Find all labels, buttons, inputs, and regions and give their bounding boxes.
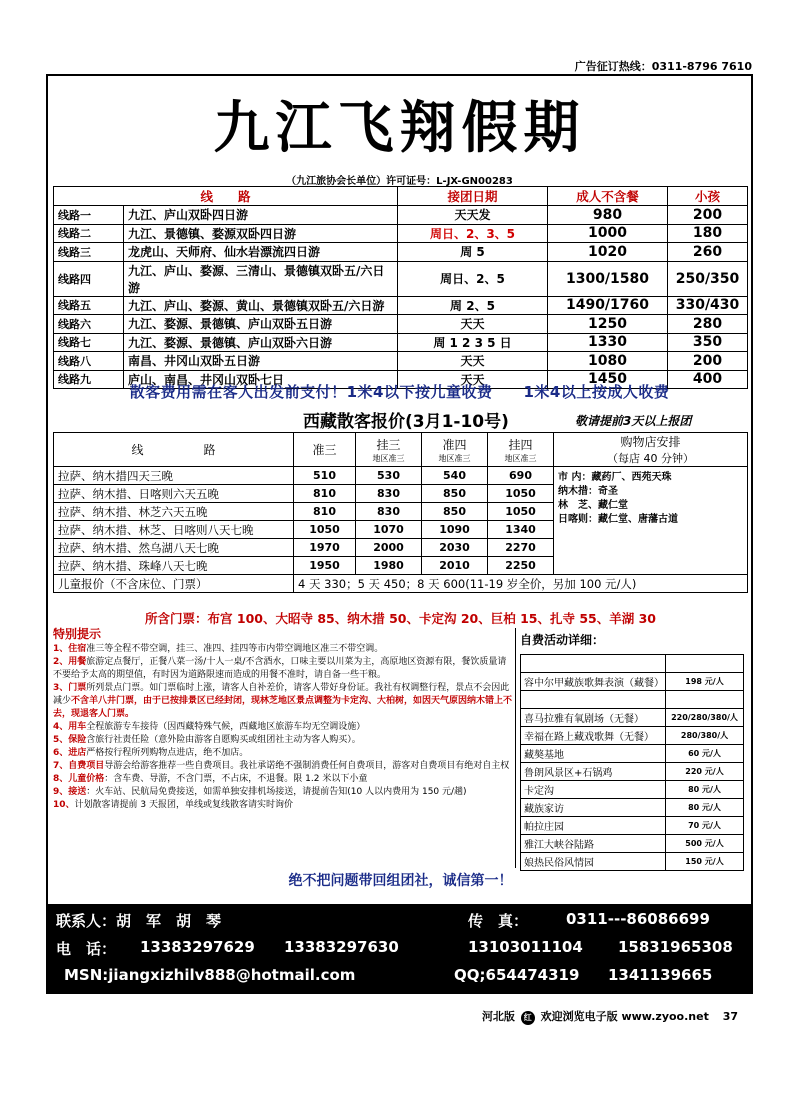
tip-item xyxy=(53,786,515,799)
phone-4: 15831965308 xyxy=(618,938,733,956)
table-row xyxy=(54,352,748,371)
activity-price: 70 元/人 xyxy=(666,817,744,835)
tip-number: 6、 xyxy=(53,748,69,758)
activity-price: 60 元/人 xyxy=(666,745,744,763)
route-label: 线路七 xyxy=(54,333,124,352)
tip-text: 严格按行程所列购物点进店，绝不加店。 xyxy=(86,748,249,758)
route-date: 天天 xyxy=(398,315,548,334)
phone-1: 13383297629 xyxy=(140,938,255,956)
footer-text: 欢迎浏览电子版 www.zyoo.net xyxy=(540,1010,709,1023)
tip-text: 含旅行社责任险（意外险由游客自愿购买或组团社主动为客人购买）。 xyxy=(86,735,361,745)
route-date: 周 2、5 xyxy=(398,296,548,315)
route-name: 九江、庐山双卧四日游 xyxy=(124,206,398,225)
tibet-price: 1340 xyxy=(488,521,554,539)
activity-price: 280/380/人 xyxy=(666,727,744,745)
shop-item: 日喀则：藏仁堂、唐藩古道 xyxy=(558,514,678,525)
page-number: 37 xyxy=(722,1010,738,1023)
phone-2: 13383297630 xyxy=(284,938,399,956)
activity-name: 喜马拉雅有氧剧场（无餐） xyxy=(521,709,666,727)
footer-badge-icon: 红 xyxy=(521,1011,535,1025)
qq-contact-2: 1341139665 xyxy=(608,966,713,984)
activity-name: 雅江大峡谷陆路 xyxy=(521,835,666,853)
msn-contact: MSN:jiangxizhilv888@hotmail.com xyxy=(64,966,356,984)
table-row xyxy=(54,333,748,352)
tibet-price: 830 xyxy=(356,503,422,521)
route-name: 九江、庐山、婺源、三清山、景德镇双卧五/六日游 xyxy=(124,261,398,296)
tibet-route: 拉萨、纳木措四天三晚 xyxy=(54,467,294,485)
tibet-price: 850 xyxy=(422,503,488,521)
tip-key: 门票 xyxy=(68,683,87,693)
table-row xyxy=(521,745,744,763)
slogan: 绝不把问题带回组团社，诚信第一！ xyxy=(288,873,513,889)
table-row xyxy=(54,243,748,262)
tip-number: 3、 xyxy=(53,683,69,693)
activity-name: 帕拉庄园 xyxy=(521,817,666,835)
table-row xyxy=(54,315,748,334)
route-date: 周 1 2 3 5 日 xyxy=(398,333,548,352)
activity-price: 198 元/人 xyxy=(666,673,744,691)
contact-block xyxy=(48,904,751,992)
activity-name: 幸福在路上藏戏歌舞（无餐） xyxy=(521,727,666,745)
route-date: 周 5 xyxy=(398,243,548,262)
tip-text: 全程旅游专车接待（因西藏特殊气候，西藏地区旅游车均无空调设施） xyxy=(86,722,366,732)
table-row xyxy=(54,224,748,243)
ad-hotline: 广告征订热线：0311-8796 7610 xyxy=(574,60,752,73)
tibet-route: 拉萨、纳木措、林芝、日喀则八天七晚 xyxy=(54,521,294,539)
tip-item xyxy=(53,656,515,682)
tip-text: 所列景点门票。如门票临时上涨，请客人自补差价，请客人带好身份证。我社有权调整行程，景点不会因此减少 xyxy=(53,683,510,706)
ad-frame xyxy=(46,74,753,994)
table-row xyxy=(521,691,744,709)
tip-number: 5、 xyxy=(53,735,69,745)
self-pay-heading: 自费活动详细： xyxy=(520,633,605,647)
activity-price: 500 元/人 xyxy=(666,835,744,853)
phone-3: 13103011104 xyxy=(468,938,583,956)
table-row xyxy=(54,261,748,296)
route-adult-price: 980 xyxy=(548,206,668,225)
activity-name xyxy=(521,655,666,673)
deposit-banner: 散客费用需在客人出发前支付！1米4以下按儿童收费 1米4以上按成人收费 xyxy=(129,383,670,401)
jiangxi-routes-table xyxy=(53,186,748,389)
route-child-price: 330/430 xyxy=(668,296,748,315)
tibet-route: 拉萨、纳木措、然乌湖八天七晚 xyxy=(54,539,294,557)
table-row xyxy=(54,296,748,315)
tip-item xyxy=(53,721,515,734)
included-tickets: 所含门票：布宫 100、大昭寺 85、纳木措 50、卡定沟 20、巨柏 15、扎寺 55、羊湖 30 xyxy=(145,611,656,626)
tibet-price: 810 xyxy=(294,485,356,503)
activity-name: 鲁朗风景区+石锅鸡 xyxy=(521,763,666,781)
routes-header-date: 接团日期 xyxy=(398,187,548,206)
tip-text: 计划散客请提前 3 天报团，单线或复线散客请实时询价 xyxy=(74,800,293,810)
route-adult-price: 1080 xyxy=(548,352,668,371)
table-row xyxy=(521,799,744,817)
fax-label: 传 真： xyxy=(468,912,529,930)
activity-price xyxy=(666,655,744,673)
route-date: 周日、2、3、5 xyxy=(398,224,548,243)
route-label: 线路六 xyxy=(54,315,124,334)
shop-item: 林 芝、藏仁堂 xyxy=(558,500,628,511)
route-child-price: 250/350 xyxy=(668,261,748,296)
tibet-price: 1050 xyxy=(294,521,356,539)
route-name: 南昌、井冈山双卧五日游 xyxy=(124,352,398,371)
phone-label: 电 话： xyxy=(56,940,117,958)
qq-contact: QQ;654474319 xyxy=(454,966,580,984)
activity-name: 娘热民俗风情园 xyxy=(521,853,666,871)
route-label: 线路二 xyxy=(54,224,124,243)
tip-key: 住宿 xyxy=(68,644,87,654)
route-name: 龙虎山、天师府、仙水岩漂流四日游 xyxy=(124,243,398,262)
activity-price: 80 元/人 xyxy=(666,799,744,817)
license-number: （九江旅协会长单位）许可证号：L-JX-GN00283 xyxy=(286,176,513,187)
tibet-header-route: 线 路 xyxy=(54,433,294,467)
contact-person: 联系人：胡 军 胡 琴 xyxy=(56,912,222,930)
tibet-header-col: 准三 xyxy=(294,433,356,467)
route-label: 线路五 xyxy=(54,296,124,315)
tip-number: 7、 xyxy=(53,761,69,771)
tip-number: 10、 xyxy=(53,800,75,810)
page-footer xyxy=(482,1008,738,1025)
activity-name: 卡定沟 xyxy=(521,781,666,799)
tip-key: 自费项目 xyxy=(68,761,105,771)
route-label: 线路八 xyxy=(54,352,124,371)
tip-text: 导游会给游客推荐一些自费项目。我社承诺绝不强制消费任何自费项目，游客对自费项目有绝对自主权 xyxy=(104,761,510,771)
route-name: 庐山、南昌、井冈山双卧七日 xyxy=(124,370,398,389)
special-tips xyxy=(53,628,515,868)
tip-key: 接送 xyxy=(68,787,87,797)
route-adult-price: 1000 xyxy=(548,224,668,243)
route-child-price: 280 xyxy=(668,315,748,334)
tibet-header-col: 准四 地区准三 xyxy=(422,433,488,467)
table-row xyxy=(521,763,744,781)
tibet-price: 850 xyxy=(422,485,488,503)
tibet-header-col: 挂四 地区准三 xyxy=(488,433,554,467)
tip-item xyxy=(53,643,515,656)
route-date: 天天 xyxy=(398,370,548,389)
route-adult-price: 1020 xyxy=(548,243,668,262)
tip-key: 用餐 xyxy=(68,657,87,667)
route-child-price: 400 xyxy=(668,370,748,389)
tips-heading: 特别提示 xyxy=(53,627,102,641)
table-row xyxy=(521,853,744,871)
tip-number: 1、 xyxy=(53,644,69,654)
table-row xyxy=(521,709,744,727)
table-row xyxy=(521,655,744,673)
tip-text: 旅游定点餐厅，正餐八菜一汤/十人一桌/不含酒水，口味主要以川菜为主，高原地区资源有限，餐饮质量请不要给予太高的期望值，有时因为道路限速而造成的用餐不准时，请自备一些干粮。 xyxy=(53,657,507,680)
routes-header-route: 线 路 xyxy=(54,187,398,206)
tip-key: 保险 xyxy=(68,735,87,745)
route-adult-price: 1330 xyxy=(548,333,668,352)
tibet-price: 1090 xyxy=(422,521,488,539)
activity-name xyxy=(521,691,666,709)
route-label: 线路一 xyxy=(54,206,124,225)
route-label: 线路四 xyxy=(54,261,124,296)
tibet-price: 2250 xyxy=(488,557,554,575)
tibet-price: 1950 xyxy=(294,557,356,575)
route-adult-price: 1490/1760 xyxy=(548,296,668,315)
tibet-price: 1980 xyxy=(356,557,422,575)
tibet-price: 510 xyxy=(294,467,356,485)
tip-number: 9、 xyxy=(53,787,69,797)
route-child-price: 350 xyxy=(668,333,748,352)
table-row xyxy=(521,817,744,835)
route-label: 线路三 xyxy=(54,243,124,262)
child-price-value: 4 天 330；5 天 450；8 天 600(11-19 岁全价，另加 100 元/人) xyxy=(294,575,748,593)
activity-name: 藏族家访 xyxy=(521,799,666,817)
tip-key: 儿童价格 xyxy=(68,774,105,784)
route-name: 九江、婺源、景德镇、庐山双卧五日游 xyxy=(124,315,398,334)
activity-price: 150 元/人 xyxy=(666,853,744,871)
tibet-route: 拉萨、纳木措、林芝六天五晚 xyxy=(54,503,294,521)
tibet-price-table xyxy=(53,432,748,593)
tibet-route: 拉萨、纳木措、日喀则六天五晚 xyxy=(54,485,294,503)
tip-item xyxy=(53,747,515,760)
routes-header-child: 小孩 xyxy=(668,187,748,206)
tip-highlight: 不含羊八井门票，由于已按排景区已经封闭，现林芝地区景点调整为卡定沟、大柏树，如因天气原因纳木错上不去，现退客人门票。 xyxy=(53,696,513,719)
tibet-price: 1050 xyxy=(488,503,554,521)
tip-item xyxy=(53,760,515,773)
tip-item xyxy=(53,799,515,812)
shop-item: 纳木措：奇圣 xyxy=(558,486,618,497)
table-row xyxy=(54,467,748,485)
route-adult-price: 1450 xyxy=(548,370,668,389)
routes-header-adult: 成人不含餐 xyxy=(548,187,668,206)
tip-text: ：火车站、民航局免费接送，如需单独安排机场接送，请提前告知(10 人以内费用为 150 元/趟) xyxy=(86,787,467,797)
tibet-price: 2030 xyxy=(422,539,488,557)
self-pay-activities xyxy=(515,628,748,868)
tip-item xyxy=(53,682,515,721)
route-name: 九江、庐山、婺源、黄山、景德镇双卧五/六日游 xyxy=(124,296,398,315)
table-row xyxy=(521,727,744,745)
tip-text: ：含车费、导游，不含门票，不占床，不退餐。限 1.2 米以下小童 xyxy=(104,774,368,784)
tip-key: 用车 xyxy=(68,722,87,732)
table-row xyxy=(521,835,744,853)
tibet-price: 2270 xyxy=(488,539,554,557)
route-child-price: 180 xyxy=(668,224,748,243)
tibet-price: 540 xyxy=(422,467,488,485)
table-row xyxy=(54,206,748,225)
activity-name: 容中尔甲藏族歌舞表演（藏餐） xyxy=(521,673,666,691)
route-adult-price: 1250 xyxy=(548,315,668,334)
route-name: 九江、景德镇、婺源双卧四日游 xyxy=(124,224,398,243)
route-child-price: 200 xyxy=(668,206,748,225)
route-label: 线路九 xyxy=(54,370,124,389)
tibet-price: 530 xyxy=(356,467,422,485)
shop-item: 市 内：藏药厂、西苑天珠 xyxy=(558,472,672,483)
route-date: 周日、2、5 xyxy=(398,261,548,296)
tibet-price: 810 xyxy=(294,503,356,521)
page-title: 九江飞翔假期 xyxy=(213,96,586,161)
tibet-price: 830 xyxy=(356,485,422,503)
route-name: 九江、婺源、景德镇、庐山双卧六日游 xyxy=(124,333,398,352)
tibet-price: 2010 xyxy=(422,557,488,575)
tip-key: 进店 xyxy=(68,748,87,758)
activity-price: 220/280/380/人 xyxy=(666,709,744,727)
tibet-price: 1970 xyxy=(294,539,356,557)
route-child-price: 200 xyxy=(668,352,748,371)
tibet-header-col: 挂三 地区准三 xyxy=(356,433,422,467)
tip-number: 8、 xyxy=(53,774,69,784)
route-date: 天天发 xyxy=(398,206,548,225)
tip-item xyxy=(53,773,515,786)
table-row xyxy=(521,673,744,691)
tip-number: 4、 xyxy=(53,722,69,732)
route-date: 天天 xyxy=(398,352,548,371)
tibet-header-shop: 购物店安排 （每店 40 分钟） xyxy=(554,433,748,467)
tibet-price: 2000 xyxy=(356,539,422,557)
shop-list xyxy=(554,467,748,575)
footer-edition: 河北版 xyxy=(481,1010,515,1023)
table-row xyxy=(521,781,744,799)
tibet-route: 拉萨、纳木措、珠峰八天七晚 xyxy=(54,557,294,575)
tibet-price: 1050 xyxy=(488,485,554,503)
activity-price xyxy=(666,691,744,709)
activity-name: 藏獒基地 xyxy=(521,745,666,763)
activity-price: 80 元/人 xyxy=(666,781,744,799)
fax-number: 0311---86086699 xyxy=(566,910,710,928)
activity-price: 220 元/人 xyxy=(666,763,744,781)
tibet-price: 690 xyxy=(488,467,554,485)
route-child-price: 260 xyxy=(668,243,748,262)
tip-text: 准三等全程不带空调，挂三、准四、挂四等市内带空调地区准三不带空调。 xyxy=(86,644,384,654)
tip-item xyxy=(53,734,515,747)
route-adult-price: 1300/1580 xyxy=(548,261,668,296)
child-price-label: 儿童报价（不含床位、门票） xyxy=(54,575,294,593)
tip-number: 2、 xyxy=(53,657,69,667)
tibet-note: 敬请提前3天以上报团 xyxy=(575,414,692,428)
tibet-title: 西藏散客报价(3月1-10号) xyxy=(303,412,509,432)
tibet-price: 1070 xyxy=(356,521,422,539)
